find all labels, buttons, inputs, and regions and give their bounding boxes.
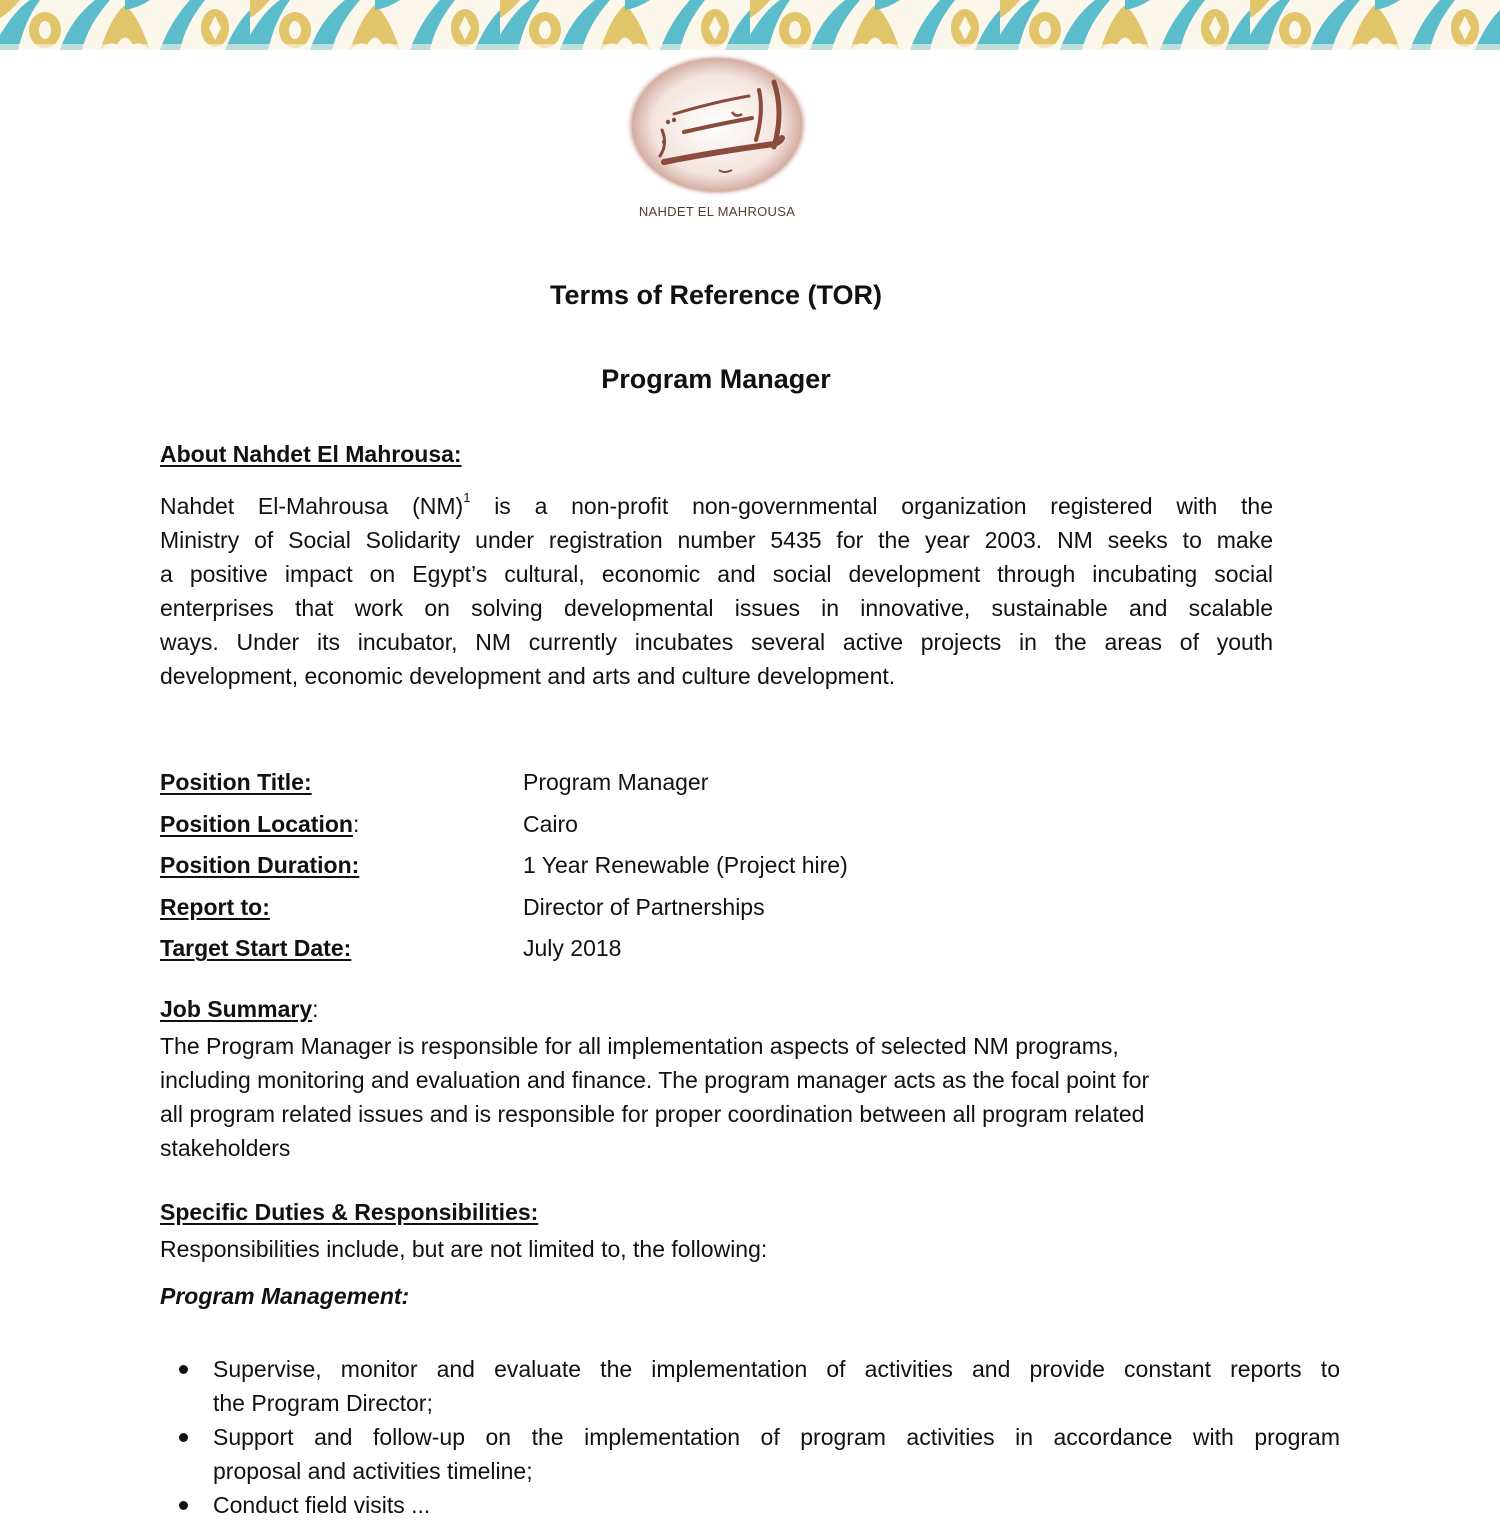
list-item: [160, 1352, 1340, 1420]
list-item-line: Conduct field visits ...: [213, 1492, 431, 1518]
info-row-position-title: [160, 762, 1060, 804]
list-item-line: Support and follow-up on the implementation of program activities in accordance with program: [213, 1424, 1340, 1450]
info-label: [160, 769, 523, 796]
info-label-text: Position Location: [160, 810, 353, 837]
info-row-position-duration: [160, 845, 1060, 887]
info-value: Program Manager: [523, 769, 709, 796]
list-item-line: Supervise, monitor and evaluate the implementation of activities and provide constant reports to: [213, 1356, 1340, 1382]
about-line: enterprises that work on solving developmental issues in innovative, sustainable and scalable: [160, 595, 1273, 621]
info-label: [160, 894, 523, 921]
bullet-icon: [179, 1501, 188, 1510]
bullet-icon: [179, 1433, 188, 1442]
info-label: [160, 852, 523, 879]
about-line-rest: is a non-profit non-governmental organization registered with the: [470, 493, 1274, 519]
bullet-icon: [179, 1365, 188, 1374]
program-management-list: [160, 1352, 1340, 1522]
info-label: [160, 811, 523, 838]
list-item: [160, 1420, 1340, 1488]
about-paragraph: [160, 489, 1273, 693]
about-line: development, economic development and arts and culture development.: [160, 663, 896, 689]
about-line: [160, 489, 1273, 523]
program-management-heading: Program Management:: [160, 1283, 410, 1309]
arabesque-pattern-icon: [0, 0, 1500, 50]
job-summary-line: The Program Manager is responsible for all implementation aspects of selected NM programs,: [160, 1033, 1119, 1059]
info-value: 1 Year Renewable (Project hire): [523, 852, 848, 879]
document-title: Terms of Reference (TOR): [549, 280, 883, 310]
list-item-line: the Program Director;: [213, 1390, 433, 1416]
job-summary-line: including monitoring and evaluation and finance. The program manager acts as the focal point for: [160, 1067, 1150, 1093]
info-value: July 2018: [523, 935, 622, 962]
about-line: a positive impact on Egypt’s cultural, economic and social development through incubating social: [160, 561, 1273, 587]
job-summary-heading-text: Job Summary: [160, 996, 313, 1022]
duties-intro: Responsibilities include, but are not limited to, the following:: [160, 1236, 768, 1262]
info-label-text: Position Title:: [160, 769, 312, 796]
organization-logo: [612, 52, 822, 222]
about-line-start: Nahdet El-Mahrousa (NM): [160, 493, 464, 519]
document-subtitle: Program Manager: [601, 364, 831, 394]
about-line: Ministry of Social Solidarity under registration number 5435 for the year 2003. NM seeks to make: [160, 527, 1273, 553]
logo-caption: NAHDET EL MAHROUSA: [638, 204, 796, 219]
list-item-line: proposal and activities timeline;: [213, 1458, 533, 1484]
info-label-text: Position Duration:: [160, 852, 360, 879]
job-summary-heading: [160, 996, 319, 1023]
info-value: Director of Partnerships: [523, 893, 765, 920]
info-value: Cairo: [523, 810, 578, 837]
about-line: ways. Under its incubator, NM currently incubates several active projects in the areas of youth: [160, 629, 1273, 655]
info-row-position-location: [160, 804, 1060, 846]
info-label-text: Report to:: [160, 893, 270, 920]
duties-heading: Specific Duties & Responsibilities:: [160, 1199, 539, 1225]
info-row-report-to: [160, 887, 1060, 929]
about-heading: About Nahdet El Mahrousa:: [160, 441, 462, 467]
position-info-table: [160, 762, 1060, 970]
info-label-colon: :: [352, 810, 360, 837]
job-summary-line: stakeholders: [160, 1135, 291, 1161]
job-summary-paragraph: [160, 1029, 1149, 1165]
calligraphy-emblem-icon: [624, 52, 810, 198]
list-item: [160, 1488, 1340, 1522]
decorative-banner: [0, 0, 1500, 50]
job-summary-line: all program related issues and is responsible for proper coordination between all program related: [160, 1101, 1145, 1127]
info-row-target-start-date: [160, 928, 1060, 970]
info-label: [160, 935, 523, 962]
footnote-marker[interactable]: 1: [463, 490, 471, 505]
info-label-text: Target Start Date:: [160, 935, 352, 962]
job-summary-heading-colon: :: [312, 996, 319, 1022]
